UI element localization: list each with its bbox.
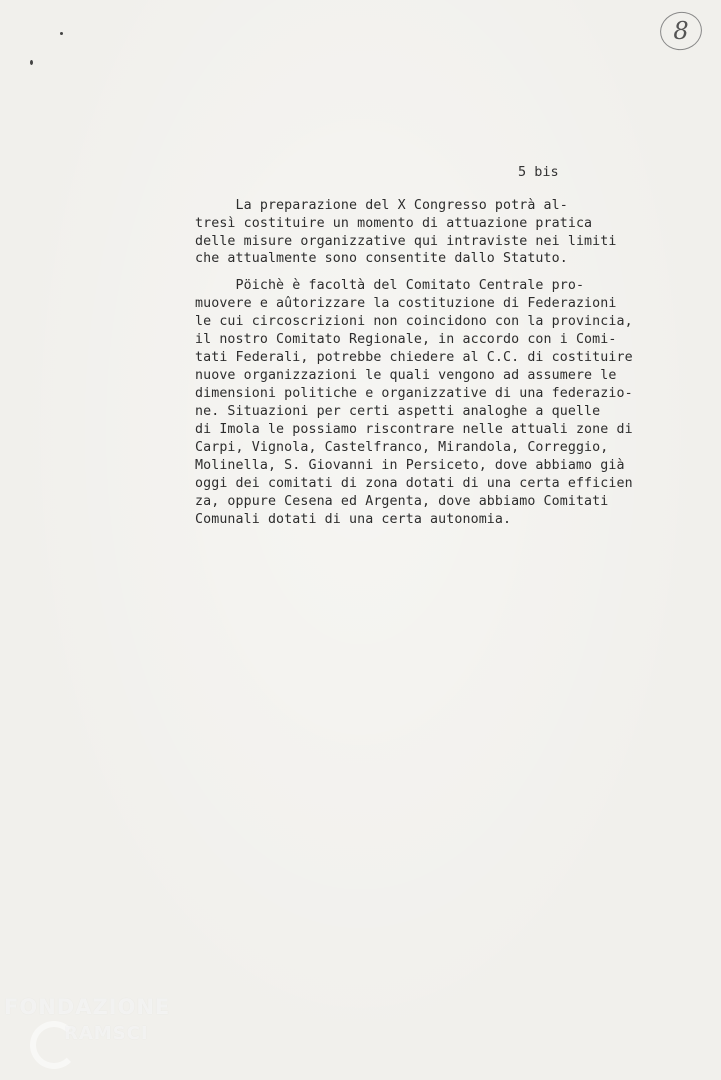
text-line: nuove organizzazioni le quali vengono ad assumere le — [195, 368, 617, 383]
page-heading: 5 bis — [518, 164, 559, 180]
text-line: ne. Situazioni per certi aspetti analoghe a quelle — [195, 404, 601, 419]
text-line: za, oppure Cesena ed Argenta, dove abbiamo Comitati — [195, 494, 609, 509]
text-line: il nostro Comitato Regionale, in accordo con i Comi- — [195, 332, 617, 347]
watermark-text-bottom: RAMSCI — [64, 1023, 149, 1044]
watermark-logo — [4, 995, 184, 1075]
text-line: le cui circoscrizioni non coincidono con la provincia, — [195, 314, 633, 329]
ink-speck — [60, 32, 63, 35]
ink-speck — [30, 60, 33, 65]
text-line: dimensioni politiche e organizzative di una federazio- — [195, 386, 633, 401]
page-number-stamp: 8 — [664, 14, 698, 48]
text-line: muovere e aûtorizzare la costituzione di Federazioni — [195, 296, 617, 311]
text-line: Molinella, S. Giovanni in Persiceto, dove abbiamo già — [195, 458, 625, 473]
text-line: di Imola le possiamo riscontrare nelle attuali zone di — [195, 422, 633, 437]
text-line: oggi dei comitati di zona dotati di una certa efficien — [195, 476, 633, 491]
text-line: delle misure organizzative qui intraviste nei limiti — [195, 234, 617, 249]
text-line: Pöichè è facoltà del Comitato Centrale pro- — [195, 278, 585, 293]
text-line: tresì costituire un momento di attuazione pratica — [195, 216, 593, 231]
watermark-text-top: FONDAZIONE — [4, 995, 171, 1019]
text-line: Carpi, Vignola, Castelfranco, Mirandola, Correggio, — [195, 440, 609, 455]
text-line: La preparazione del X Congresso potrà al- — [195, 198, 568, 213]
text-line: che attualmente sono consentite dallo Statuto. — [195, 251, 568, 266]
text-line: Comunali dotati di una certa autonomia. — [195, 512, 512, 527]
text-line: tati Federali, potrebbe chiedere al C.C. di costituire — [195, 350, 633, 365]
